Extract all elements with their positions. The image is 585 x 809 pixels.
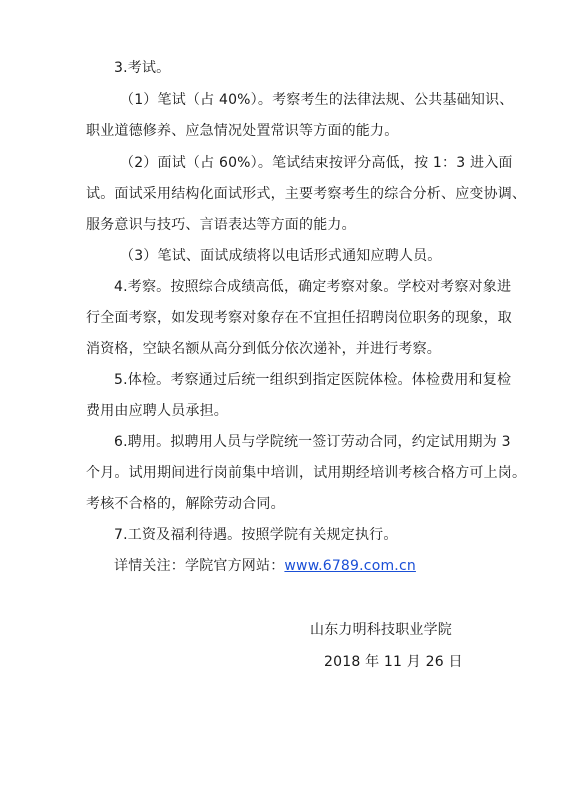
signature-date: 2018 年 11 月 26 日	[324, 654, 463, 670]
results-notice-line: （3）笔试、面试成绩将以电话形式通知应聘人员。	[120, 248, 442, 264]
section-medical-line-2: 费用由应聘人员承担。	[86, 403, 228, 419]
section-hiring-line-2: 个月。试用期间进行岗前集中培训，试用期经培训考核合格方可上岗。	[86, 465, 527, 481]
section-inspection-line-2: 行全面考察，如发现考察对象存在不宜担任招聘岗位职务的现象，取	[86, 310, 512, 326]
interview-line-2: 试。面试采用结构化面试形式，主要考察考生的综合分析、应变协调、	[86, 186, 527, 202]
section-inspection-line-3: 消资格，空缺名额从高分到低分依次递补，并进行考察。	[86, 341, 441, 357]
details-line	[114, 557, 416, 575]
section-hiring-line-3: 考核不合格的，解除劳动合同。	[86, 496, 285, 512]
written-exam-line-2: 职业道德修养、应急情况处置常识等方面的能力。	[86, 123, 399, 139]
website-link[interactable]: www.6789.com.cn	[284, 558, 416, 574]
written-exam-line-1: （1）笔试（占 40%）。考察考生的法律法规、公共基础知识、	[120, 92, 514, 108]
signature-organization: 山东力明科技职业学院	[310, 622, 452, 638]
section-inspection-line-1: 4.考察。按照综合成绩高低，确定考察对象。学校对考察对象进	[114, 279, 512, 295]
section-medical-line-1: 5.体检。考察通过后统一组织到指定医院体检。体检费用和复检	[114, 372, 512, 388]
interview-line-1: （2）面试（占 60%）。笔试结束按评分高低，按 1：3 进入面	[120, 155, 513, 171]
details-label: 详情关注：学院官方网站：	[114, 558, 285, 574]
section-exam-heading: 3.考试。	[114, 60, 171, 76]
section-hiring-line-1: 6.聘用。拟聘用人员与学院统一签订劳动合同，约定试用期为 3	[114, 434, 511, 450]
section-salary-line: 7.工资及福利待遇。按照学院有关规定执行。	[114, 527, 398, 543]
interview-line-3: 服务意识与技巧、言语表达等方面的能力。	[86, 217, 356, 233]
